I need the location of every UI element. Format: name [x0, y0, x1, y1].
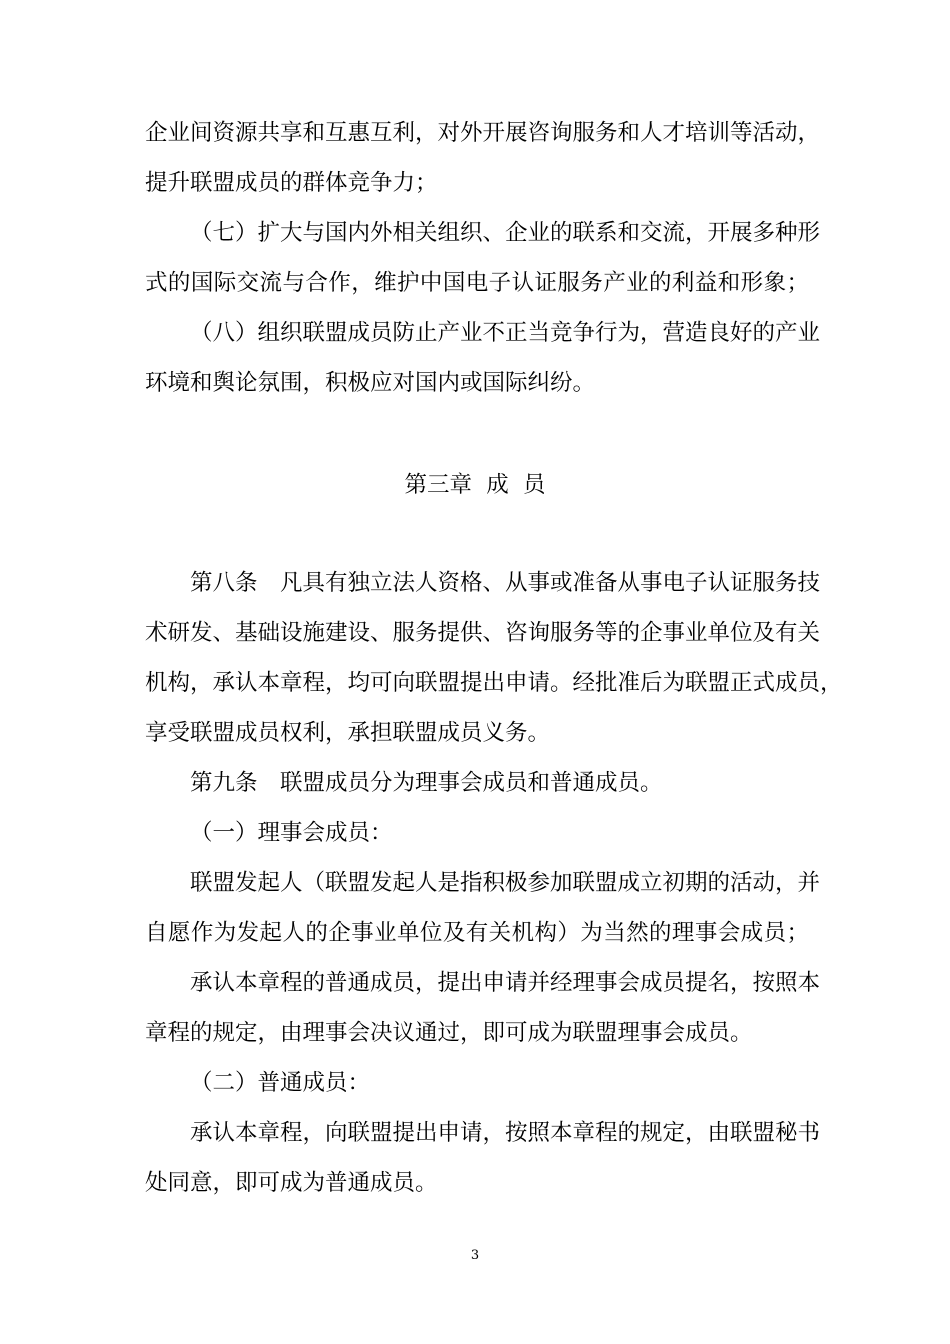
text-line: 章程的规定，由理事会决议通过，即可成为联盟理事会成员。 [145, 1020, 753, 1046]
text-line: 术研发、基础设施建设、服务提供、咨询服务等的企事业单位及有关 [145, 620, 821, 646]
item-1-title: （一）理事会成员： [190, 820, 393, 846]
text-line: 承认本章程，向联盟提出申请，按照本章程的规定，由联盟秘书 [190, 1120, 821, 1146]
text-line: 提升联盟成员的群体竞争力； [145, 170, 438, 196]
article-9: 第九条 联盟成员分为理事会成员和普通成员。 [190, 770, 663, 796]
text-line: 第八条 凡具有独立法人资格、从事或准备从事电子认证服务技 [190, 570, 821, 596]
text-line: 自愿作为发起人的企事业单位及有关机构）为当然的理事会成员； [145, 920, 809, 946]
text-line: 环境和舆论氛围，积极应对国内或国际纠纷。 [145, 370, 596, 396]
text-line: 机构，承认本章程，均可向联盟提出申请。经批准后为联盟正式成员， [145, 670, 843, 696]
text-line: （七）扩大与国内外相关组织、企业的联系和交流，开展多种形 [190, 220, 821, 246]
item-2-title: （二）普通成员： [190, 1070, 371, 1096]
chapter-heading: 第三章 成 员 [404, 472, 546, 498]
text-line: 式的国际交流与合作，维护中国电子认证服务产业的利益和形象； [145, 270, 809, 296]
text-line: （八）组织联盟成员防止产业不正当竞争行为，营造良好的产业 [190, 320, 821, 346]
text-line: 享受联盟成员权利，承担联盟成员义务。 [145, 720, 551, 746]
text-line: 承认本章程的普通成员，提出申请并经理事会成员提名，按照本 [190, 970, 821, 996]
text-line: 联盟发起人（联盟发起人是指积极参加联盟成立初期的活动，并 [190, 870, 821, 896]
text-line: 企业间资源共享和互惠互利，对外开展咨询服务和人才培训等活动， [145, 120, 821, 146]
page-number: 3 [470, 1248, 480, 1263]
text-line: 处同意，即可成为普通成员。 [145, 1170, 438, 1196]
